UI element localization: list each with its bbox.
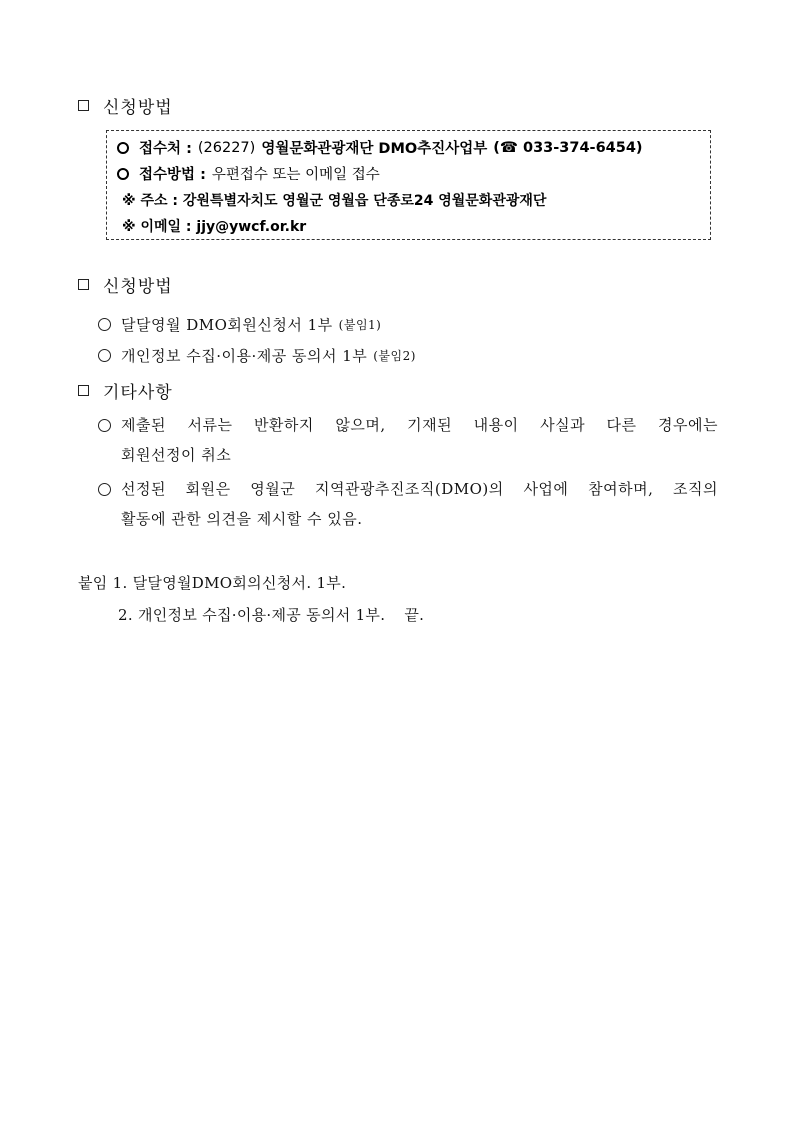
- square-bullet-icon: [78, 100, 89, 111]
- section-heading-etc: [78, 378, 173, 403]
- square-bullet-icon: [78, 279, 89, 290]
- submission-info-box: [106, 130, 711, 240]
- address-line: ※ 주소 : 강원특별자치도 영월군 영월읍 단종로24 영월문화관광재단: [122, 193, 547, 209]
- attachment-line-2: 2. 개인정보 수집·이용·제공 동의서 1부. 끝.: [118, 606, 425, 624]
- document-item: 달달영월 DMO회원신청서 1부 (붙임1): [98, 314, 381, 335]
- document-item: 개인정보 수집·이용·제공 동의서 1부 (붙임2): [98, 345, 416, 366]
- circle-bullet-icon: [117, 142, 129, 154]
- submission-method-line: 접수방법 : 우편접수 또는 이메일 접수: [117, 163, 380, 184]
- etc-item: 제출된 서류는 반환하지 않으며, 기재된 내용이 사실과 다른 경우에는 회원선정이 취소: [98, 410, 718, 470]
- circle-bullet-icon: [98, 483, 111, 496]
- section-title: 신청방법: [103, 98, 173, 118]
- email-line[interactable]: ※ 이메일 : jjy@ywcf.or.kr: [122, 219, 307, 235]
- attachment-line-1: 붙임 1. 달달영월DMO회의신청서. 1부.: [78, 574, 347, 592]
- end-mark: 끝.: [404, 606, 425, 624]
- square-bullet-icon: [78, 385, 89, 396]
- circle-bullet-icon: [117, 168, 129, 180]
- circle-bullet-icon: [98, 419, 111, 432]
- section-title: 신청방법: [103, 277, 173, 297]
- submission-place-line: 접수처 : (26227) 영월문화관광재단 DMO추진사업부 (☎ 033-374-6454): [117, 137, 643, 158]
- section-heading-method-1: [78, 93, 173, 118]
- circle-bullet-icon: [98, 318, 111, 331]
- etc-item: 선정된 회원은 영월군 지역관광추진조직(DMO)의 사업에 참여하며, 조직의 활동에 관한 의견을 제시할 수 있음.: [98, 474, 718, 534]
- section-heading-method-2: [78, 272, 173, 297]
- section-title: 기타사항: [103, 383, 173, 403]
- circle-bullet-icon: [98, 349, 111, 362]
